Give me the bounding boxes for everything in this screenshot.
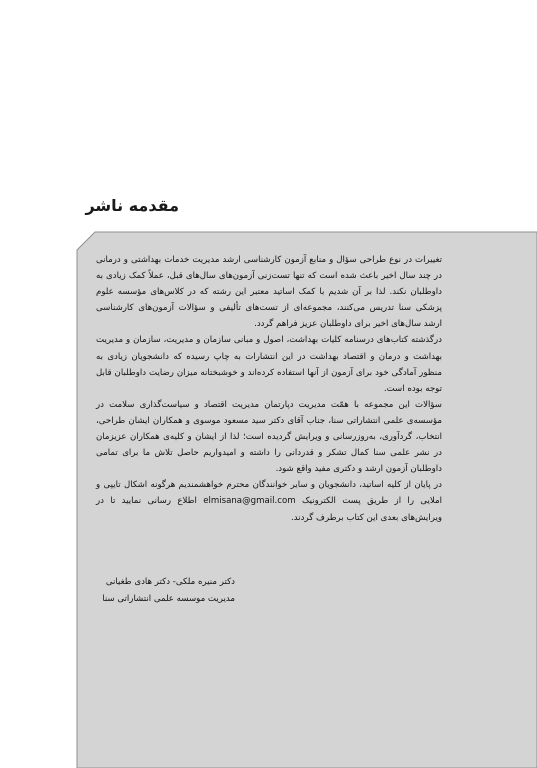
signature-role: مدیریت موسسه علمی انتشاراتی سنا <box>102 594 235 604</box>
signature-block <box>102 574 235 608</box>
signature-names: دکتر منیره ملکی- دکتر هادی طغیانی <box>105 577 235 587</box>
paragraph-4-text-before: در پایان از کلیه اساتید، دانشجویان و سایر خوانندگان محترم خواهشمندیم هرگونه اشکال تایپی و املایی را از طریق پست الکترونیک <box>96 480 442 507</box>
paragraph-4-text-after: اطلاع رسانی نمایید تا در ویرایش‌های بعدی این کتاب برطرف گردند. <box>96 496 442 523</box>
contact-email[interactable]: elmisana@gmail.com <box>203 496 296 507</box>
paragraph-1: تغییرات در نوع طراحی سؤال و منابع آزمون کارشناسی ارشد مدیریت خدمات بهداشتی و درمانی در چند سال اخیر باعث شده است که تنها تست‌زنی آزمون‌های سال‌های قبل، عملاً کمک زیادی به داوطلبان نکند. لذا بر آن شدیم با کمک اساتید معتبر این رشته که در کلاس‌های مؤسسه علوم پزشکی سنا تدریس می‌کنند، مجموعه‌ای از تست‌های تألیفی و سؤالات آزمون‌های کارشناسی ارشد سال‌های اخیر برای داوطلبان عزیز فراهم گردد. <box>96 255 442 330</box>
paragraph-2: درگذشته کتاب‌های درسنامه کلیات بهداشت، اصول و مبانی سازمان و مدیریت، سازمان و مدیریت بهداشت و درمان و اقتصاد بهداشت در این انتشارات به چاپ رسیده که دانشجویان زیادی به منظور آمادگی خود برای آزمون از آنها استفاده کرده‌اند و خوشبختانه میزان رضایت داوطلبان قابل توجه بوده است. <box>96 335 442 394</box>
paragraph-4 <box>96 477 442 525</box>
page-title: مقدمه ناشر <box>85 196 179 215</box>
preface-body <box>96 252 442 526</box>
paragraph-3: سؤالات این مجموعه با همّت مدیریت دپارتمان مدیریت اقتصاد و سیاست‌گذاری سلامت در مؤسسه‌ی علمی انتشاراتی سنا، جناب آقای دکتر سید مسعود موسوی و همکاران ایشان طراحی، انتخاب، گردآوری، به‌روزرسانی و ویرایش گردیده است؛ لذا از ایشان و کلیه‌ی همکاران عزیزمان در نشر علمی سنا کمال تشکر و قدردانی را داشته و امیدواریم حاصل تلاش ما برای تمامی داوطلبان آزمون ارشد و دکتری مفید واقع شود. <box>96 399 442 475</box>
